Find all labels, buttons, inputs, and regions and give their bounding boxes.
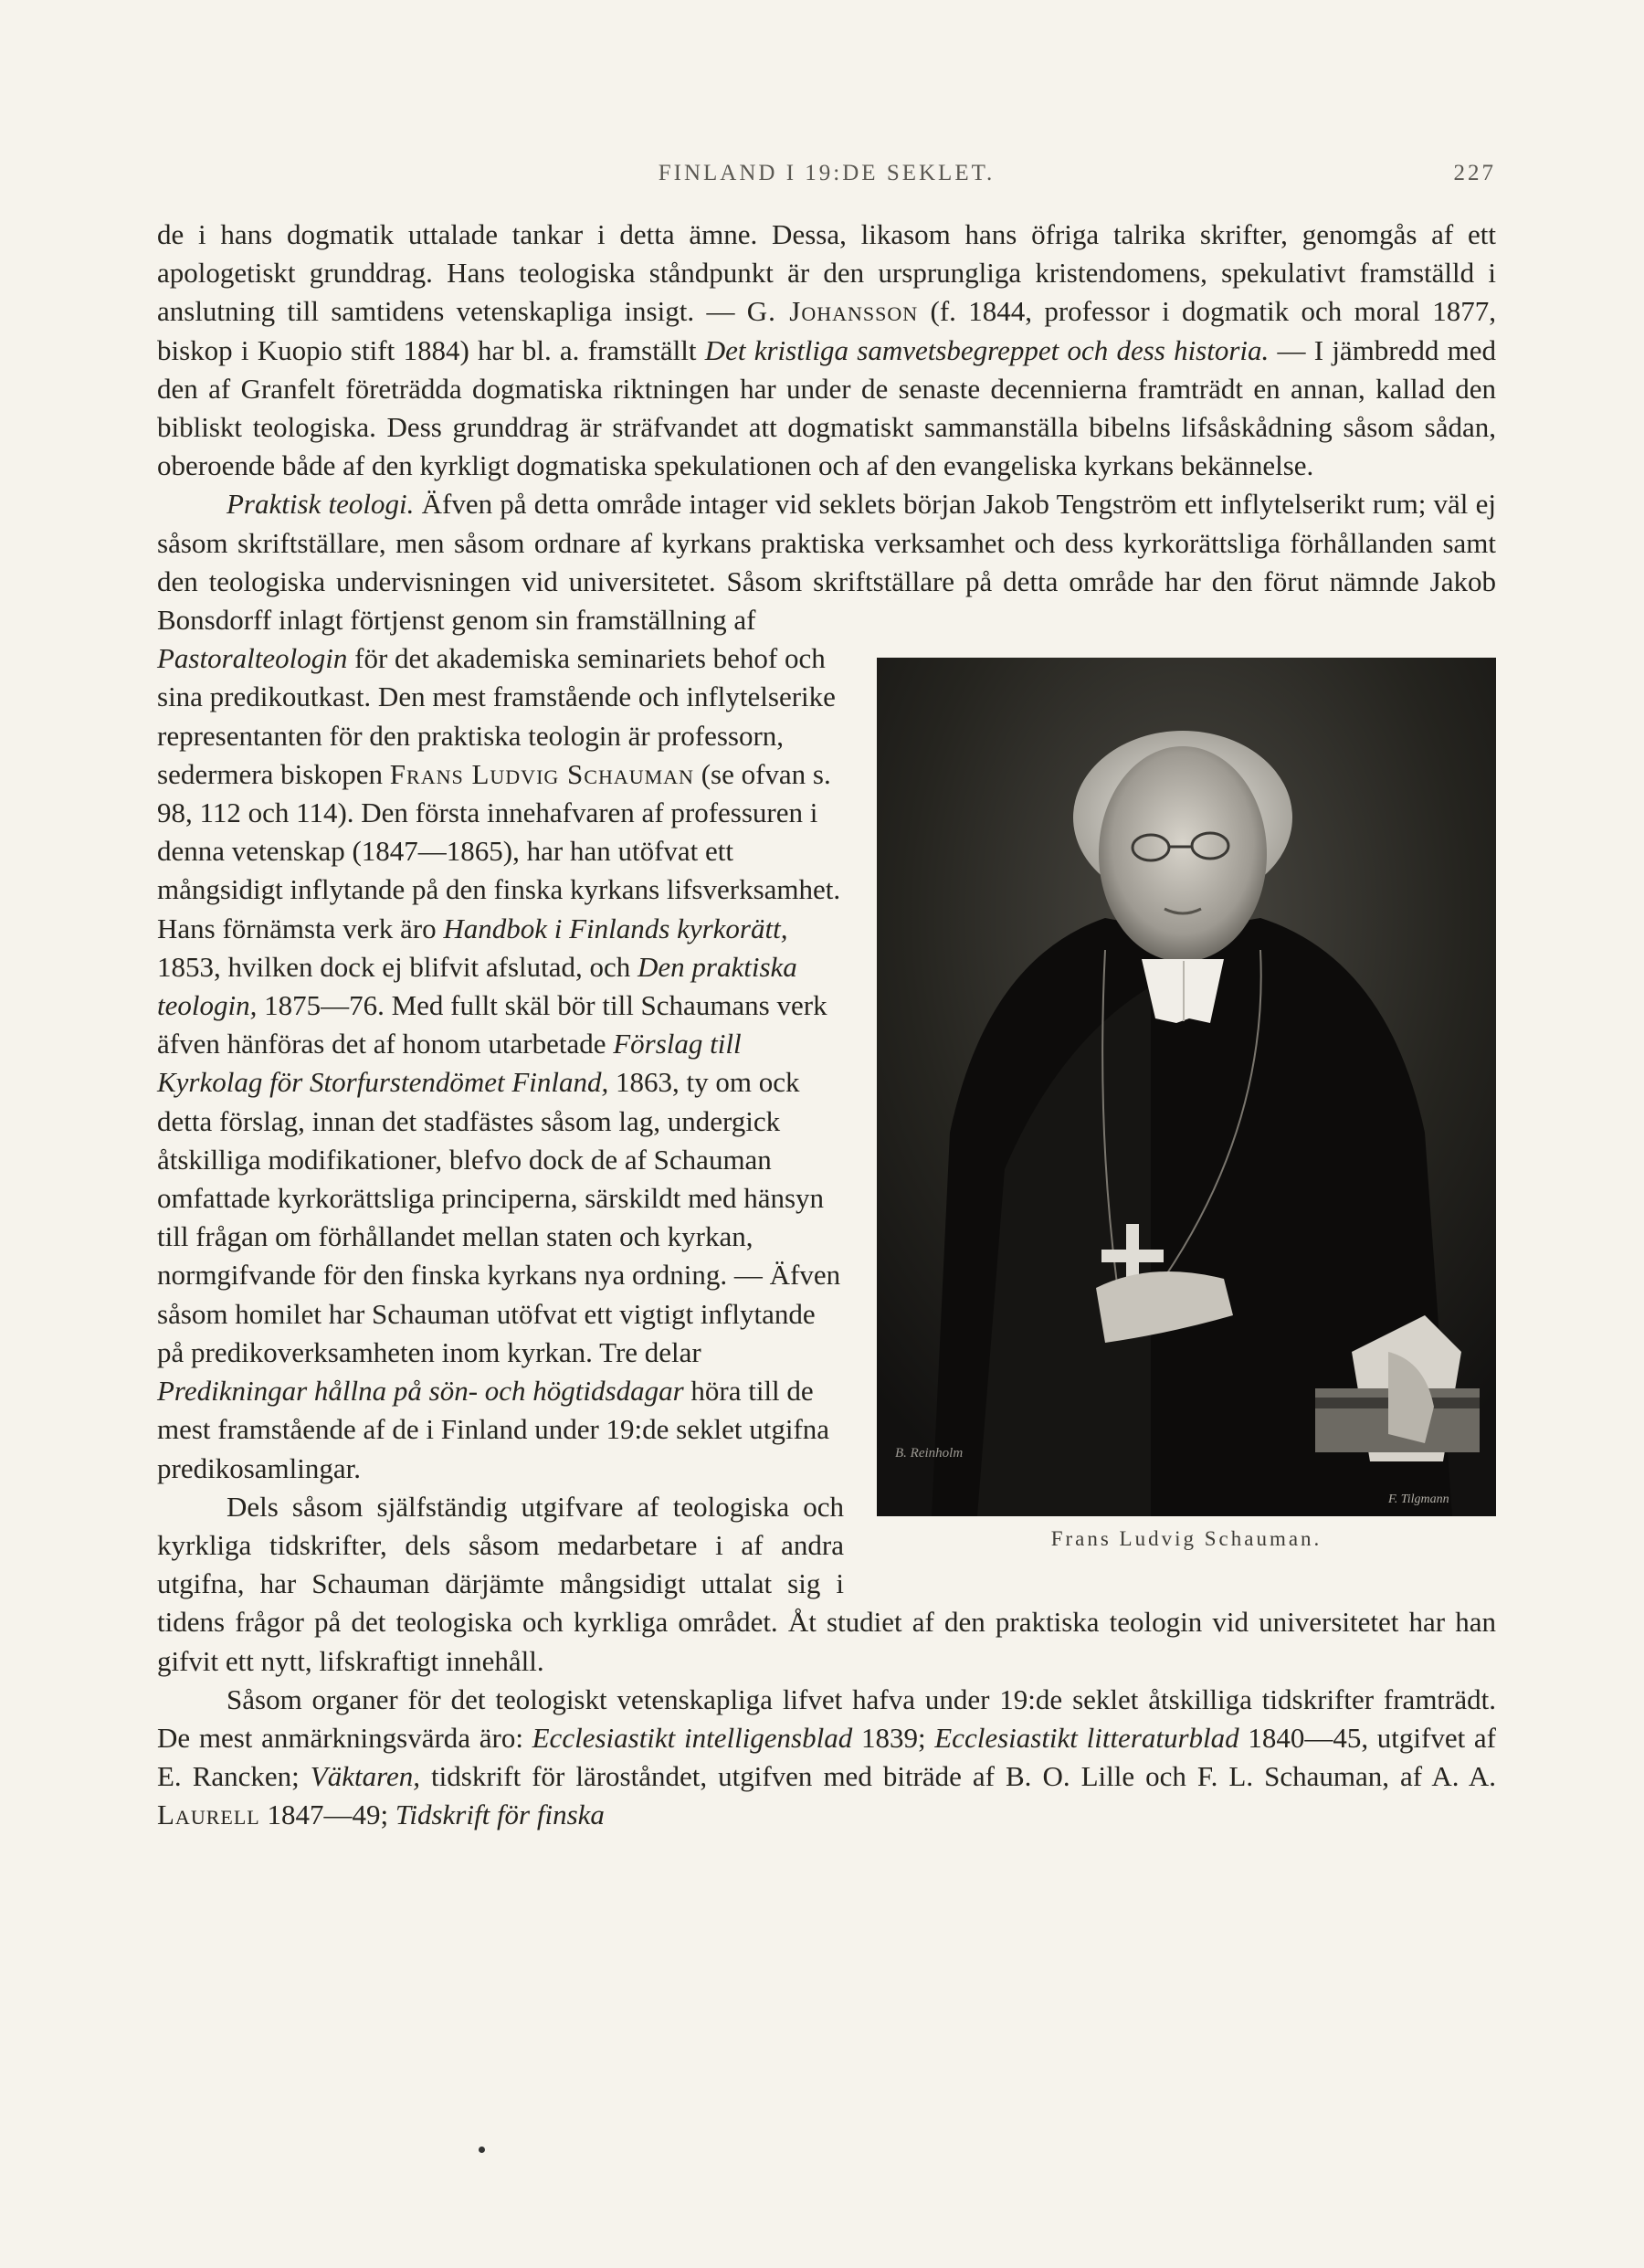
paragraph-journals: Såsom organer för det teologiskt vetenskapliga lifvet hafva under 19:de seklet åtskilliga tidskrifter framträdt. De mest anmärkningsvärda äro: Ecclesiastikt intelligensblad 1839; Ecclesiastikt litteraturblad 1840—45, utgifvet af E. Rancken; Väktaren, tidskrift för läroståndet, utgifven med biträde af B. O. Lille och F. L. Schauman, af A. A. Laurell 1847—49; Tidskrift för finska [157,1683,1496,1831]
book-title: Förslag till Kyrkolag för Storfurstendömet Finland, [157,1028,742,1099]
book-title: Det kristliga samvetsbegreppet och dess historia. [704,333,1270,366]
page-number: 227 [1453,161,1496,185]
portrait-image [877,658,1496,1516]
figure-caption: Frans Ludvig Schauman. [1050,1527,1323,1551]
person-name: Laurell [157,1799,260,1831]
page-header [157,161,1496,197]
portrait-figure [877,658,1496,1555]
running-title: FINLAND I 19:DE SEKLET. [658,161,996,185]
engraver-signature: F. Tilgmann [1388,1493,1449,1507]
journal-title: Ecclesiastikt intelligensblad [532,1721,853,1754]
book-title: Den praktiska teologin, [157,950,797,1022]
person-name: Frans Ludvig Schauman [389,757,694,790]
book-title: Pastoralteologin [157,642,348,675]
book-title: Predikningar hållna på sön- och högtidsdagar [157,1375,684,1408]
paragraph-practical-theology: Praktisk teologi. Äfven på detta område intager vid seklets början Jakob Tengström ett inflytelserikt rum; väl ej såsom skriftställare, men såsom ordnare af kyrkans praktiska verksamhet och dess kyrkorättsliga förhållanden samt den teologiska undervisningen vid universitetet. Såsom skriftställare på detta område har den förut nämnde Jakob Bonsdorff inlagt förtjenst genom sin framställning af [157,488,1497,637]
journal-title: Väktaren, [310,1760,421,1793]
page-mark [479,2147,485,2153]
journal-title: Tidskrift för finska [395,1799,605,1831]
journal-title: Ecclesiastikt litteraturblad [934,1721,1239,1754]
paragraph-dogmatics: de i hans dogmatik uttalade tankar i detta ämne. Dessa, likasom hans öfriga talrika skrifter, genomgås af ett apologetiskt grunddrag. Hans teologiska ståndpunkt är den ursprungliga kristendomens, spekulativt framställd i anslutning till samtidens vetenskapliga insigt. — G. Johansson (f. 1844, professor i dogmatik och moral 1877, biskop i Kuopio stift 1884) har bl. a. framställt Det kristliga samvetsbegreppet och dess historia. — I jämbredd med den af Granfelt företrädda dogmatiska riktningen har under de senaste decennierna framträdt en annan, kallad den bibliskt teologiska. Dess grunddrag är sträfvandet att dogmatiskt sammanställa bibelns lifsåskådning såsom sådan, oberoende både af den kyrkligt dogmatiska spekulationen och af den evangeliska kyrkans bekännelse. [157,218,1496,482]
painter-signature: B. Reinholm [895,1446,964,1461]
page-body: de i hans dogmatik uttalade tankar i detta ämne. Dessa, likasom hans öfriga talrika skrifter, genomgås af ett apologetiskt grunddrag. Hans teologiska ståndpunkt är den ursprungliga kristendomens, spekulativt framställd i anslutning till samtidens vetenskapliga insigt. — G. Johansson (f. 1844, professor i dogmatik och moral 1877, biskop i Kuopio stift 1884) har bl. a. framställt Det kristliga samvetsbegreppet och dess historia. — I jämbredd med den af Granfelt företrädda dogmatiska riktningen har under de senaste decennierna framträdt en annan, kallad den bibliskt teologiska. Dess grunddrag är sträfvandet att dogmatiskt sammanställa bibelns lifsåskådning såsom sådan, oberoende både af den kyrkligt dogmatiska spekulationen och af den evangeliska kyrkans bekännelse. Praktisk teologi. Äfven på detta område intager vid seklets början Jakob Tengström ett inflytelserikt rum; väl ej såsom skriftställare, men såsom ordnare af kyrkans praktiska verksamhet och dess kyrkorättsliga förhållanden samt den teologiska undervisningen vid universitetet. Såsom skriftställare på detta område har den förut nämnde Jakob Bonsdorff inlagt förtjenst genom sin framställning af B. Reinholm F. Tilgmann Frans Ludvig Schauman. Pastoralteologin för det akademiska seminariets behof och sina predikoutkast. Den mest framstående och inflytelserike representanten för den praktiska teologin är professorn, sedermera biskopen Frans Ludvig Schauman (se ofvan s. 98, 112 och 114). Den första innehafvaren af professuren i denna vetenskap (1847—1865), har han utöfvat ett mångsidigt inflytande på den finska kyrkans lifsverksamhet. Hans förnämsta verk äro Handbok i Finlands kyrkorätt, 1853, hvilken dock ej blifvit afslutad, och Den praktiska teologin, 1875—76. Med fullt skäl bör till Schaumans verk äfven hänföras det af honom utarbetade Förslag till Kyrkolag för Storfurstendömet Finland, 1863, ty om ock detta förslag, innan det stadfästes såsom lag, undergick åtskilliga modifikationer, blefvo dock de af Schauman omfattade kyrkorättsliga principerna, särskildt med hänsyn till frågan om förhållandet mellan staten och kyrkan, normgifvande för den finska kyrkans nya ordning. — Äfven såsom homilet har Schauman utöfvat ett vigtigt inflytande på predikoverksamheten inom kyrkan. Tre delar Predikningar hållna på sön- och högtidsdagar höra till de mest framstående af de i Finland under 19:de seklet utgifna predikosamlingar. Dels såsom själfständig utgifvare af teologiska och kyrkliga tidskrifter, dels såsom medarbetare i af andra utgifna, har Schauman därjämte mångsidigt uttalat sig i tidens frågor på det teologiska och kyrkliga området. Åt studiet af den praktiska teologin vid universitetet har han gifvit ett nytt, lifskraftigt innehåll. Såsom organer för det teologiskt vetenskapliga lifvet hafva under 19:de seklet åtskilliga tidskrifter framträdt. De mest anmärkningsvärda äro: Ecclesiastikt intelligensblad 1839; Ecclesiastikt litteraturblad 1840—45, utgifvet af E. Rancken; Väktaren, tidskrift för läroståndet, utgifven med biträde af B. O. Lille och F. L. Schauman, af A. A. Laurell 1847—49; Tidskrift för finska [157,216,1496,1835]
section-heading: Praktisk teologi. [227,488,415,521]
paragraph-journals-intro: Dels såsom själfständig utgifvare af teologiska och kyrkliga tidskrifter, dels såsom medarbetare i af andra utgifna, har Schauman därjämte mångsidigt uttalat sig i tidens frågor på det teologiska och kyrkliga området. Åt studiet af den praktiska teologin vid universitetet har han gifvit ett nytt, lifskraftigt innehåll. [157,1490,1496,1677]
book-title: Handbok i Finlands kyrkorätt, [443,912,788,944]
person-name: G. Johansson [746,295,919,328]
